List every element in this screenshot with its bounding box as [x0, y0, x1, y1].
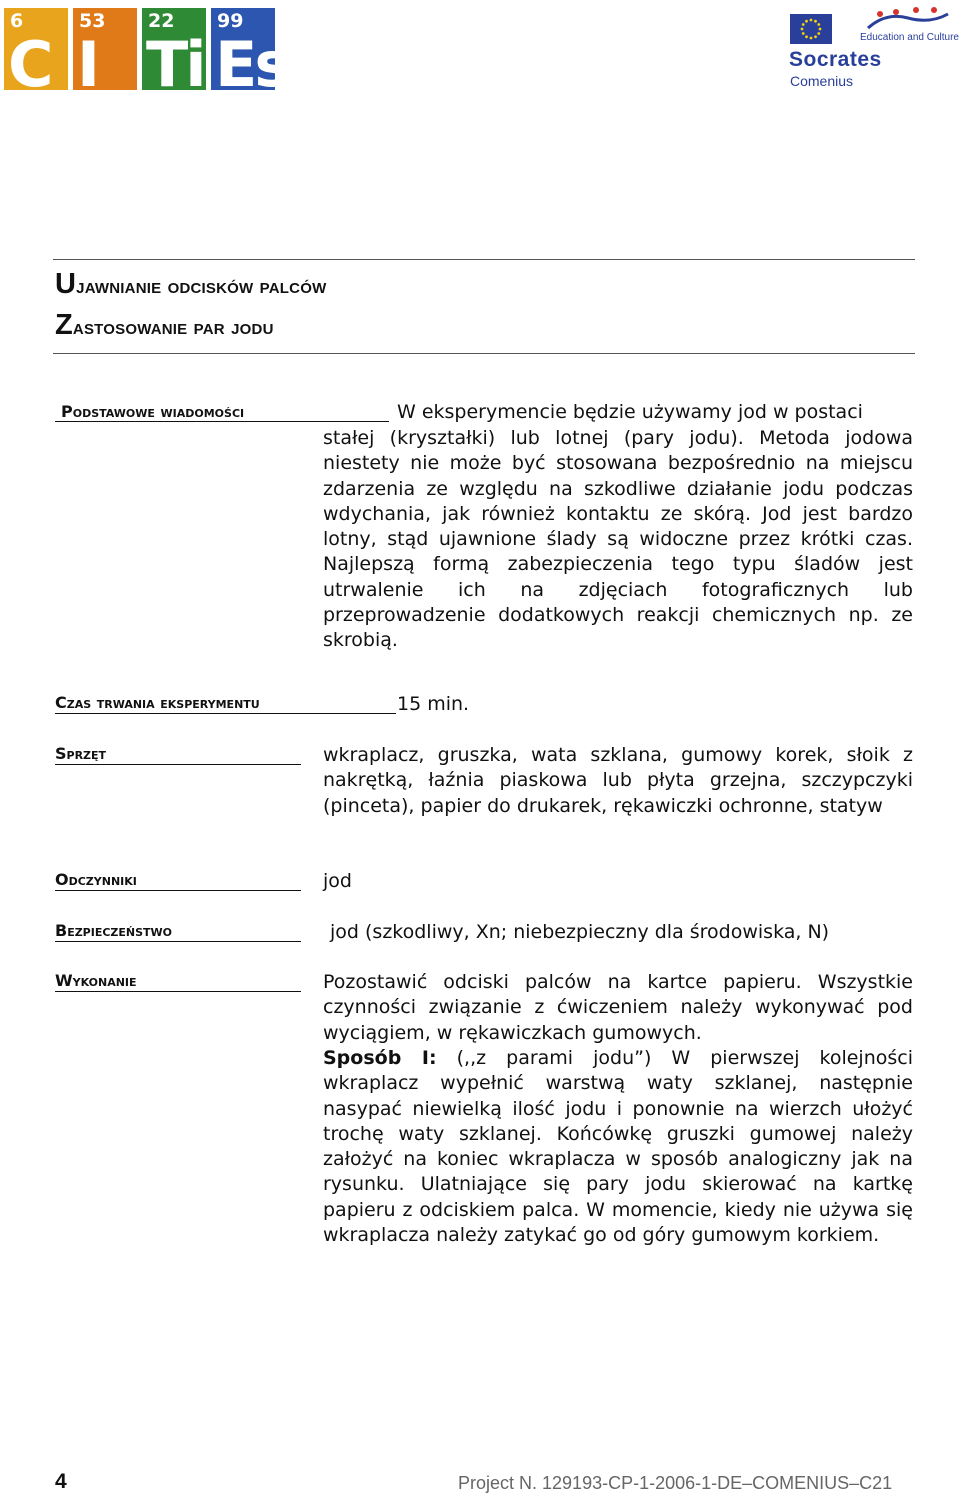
title-bottom-rule: [53, 353, 915, 354]
logo-tile: [73, 8, 137, 101]
duration-value: 15 min.: [397, 693, 470, 715]
tile-letters: C: [8, 28, 51, 101]
safety-text: jod (szkodliwy, Xn; niebezpieczny dla środowiska, N): [330, 921, 830, 943]
tile-number: 22: [148, 10, 175, 32]
tile-letters: I: [77, 28, 98, 101]
page-title-line-1: Ujawnianie odcisków palców: [55, 268, 327, 300]
page-title-line-2: Zastosowanie par jodu: [55, 309, 274, 341]
reagents-heading: Odczynniki: [55, 869, 301, 891]
basics-heading: Podstawowe wiadomości: [55, 401, 389, 422]
equipment-heading: Sprzęt: [55, 743, 301, 765]
title-top-rule: [53, 259, 915, 260]
procedure-method: [323, 1046, 913, 1248]
basics-first-line: W eksperymencie będzie używamy jod w postaci: [397, 401, 863, 423]
project-id: Project N. 129193-CP-1-2006-1-DE–COMENIUS–C21: [458, 1473, 893, 1493]
comenius-subtitle: Comenius: [790, 73, 854, 89]
cities-logo: [4, 8, 289, 101]
procedure-intro: Pozostawić odciski palców na kartce papieru. Wszystkie czynności związanie z ćwiczeniem należy wykonywać pod wyciągiem, w rękawiczkach gumowych.: [323, 971, 913, 1044]
logo-tile: [142, 8, 206, 101]
socrates-title: Socrates: [789, 48, 882, 71]
tile-number: 99: [217, 10, 244, 32]
page-number: 4: [55, 1470, 67, 1493]
duration-heading: Czas trwania eksperymentu: [55, 692, 396, 714]
tile-letters: Ti: [146, 28, 204, 101]
logo-tile: [4, 8, 68, 101]
socrates-comenius-logo: [786, 6, 958, 92]
eu-flag-icon: [790, 14, 832, 44]
tile-number: 53: [79, 10, 106, 32]
method-label: Sposób I:: [323, 1047, 437, 1069]
procedure-heading: Wykonanie: [55, 970, 301, 992]
ec-label: Education and Culture: [860, 32, 959, 43]
safety-heading: Bezpieczeństwo: [55, 920, 301, 942]
logo-tile: [211, 8, 289, 101]
method-text: (,,z parami jodu”) W pierwszej kolejności wkraplacz wypełnić warstwą waty szklanej, następnie nasypać niewielką ilość jodu i ponownie na wierzch ułożyć trochę waty szklanej. Końcówkę gruszki gumowej należy założyć na koniec wkraplacza w sposób analogiczny jak na rysunku. Ulatniające się pary jodu skierować na kartkę papieru z odciskiem palca. W momencie, kiedy nie używa się wkraplacza należy zatykać go od góry gumowym korkiem.: [323, 1047, 913, 1247]
reagents-text: jod: [323, 870, 352, 892]
equipment-text: wkraplacz, gruszka, wata szklana, gumowy korek, słoik z nakrętką, łaźnia piaskowa lub płyta grzejna, szczypczyki (pinceta), papier do drukarek, rękawiczki ochronne, statyw: [323, 744, 913, 817]
tile-letters: Es: [215, 28, 289, 101]
basics-text: stałej (kryształki) lub lotnej (pary jodu). Metoda jodowa niestety nie może być stosowana bezpośrednio na miejscu zdarzenia ze względu na szkodliwe działanie jodu podczas wdychania, jak również kontaktu ze skórą. Jod jest bardzo lotny, stąd ujawnione ślady są widoczne przez krótki czas. Najlepszą formą zabezpieczenia tego typu śladów jest utrwalenie ich na zdjęciach fotograficznych lub przeprowadzenie dodatkowych reakcji chemicznych np. ze skrobią.: [323, 427, 913, 652]
tile-number: 6: [10, 10, 24, 32]
